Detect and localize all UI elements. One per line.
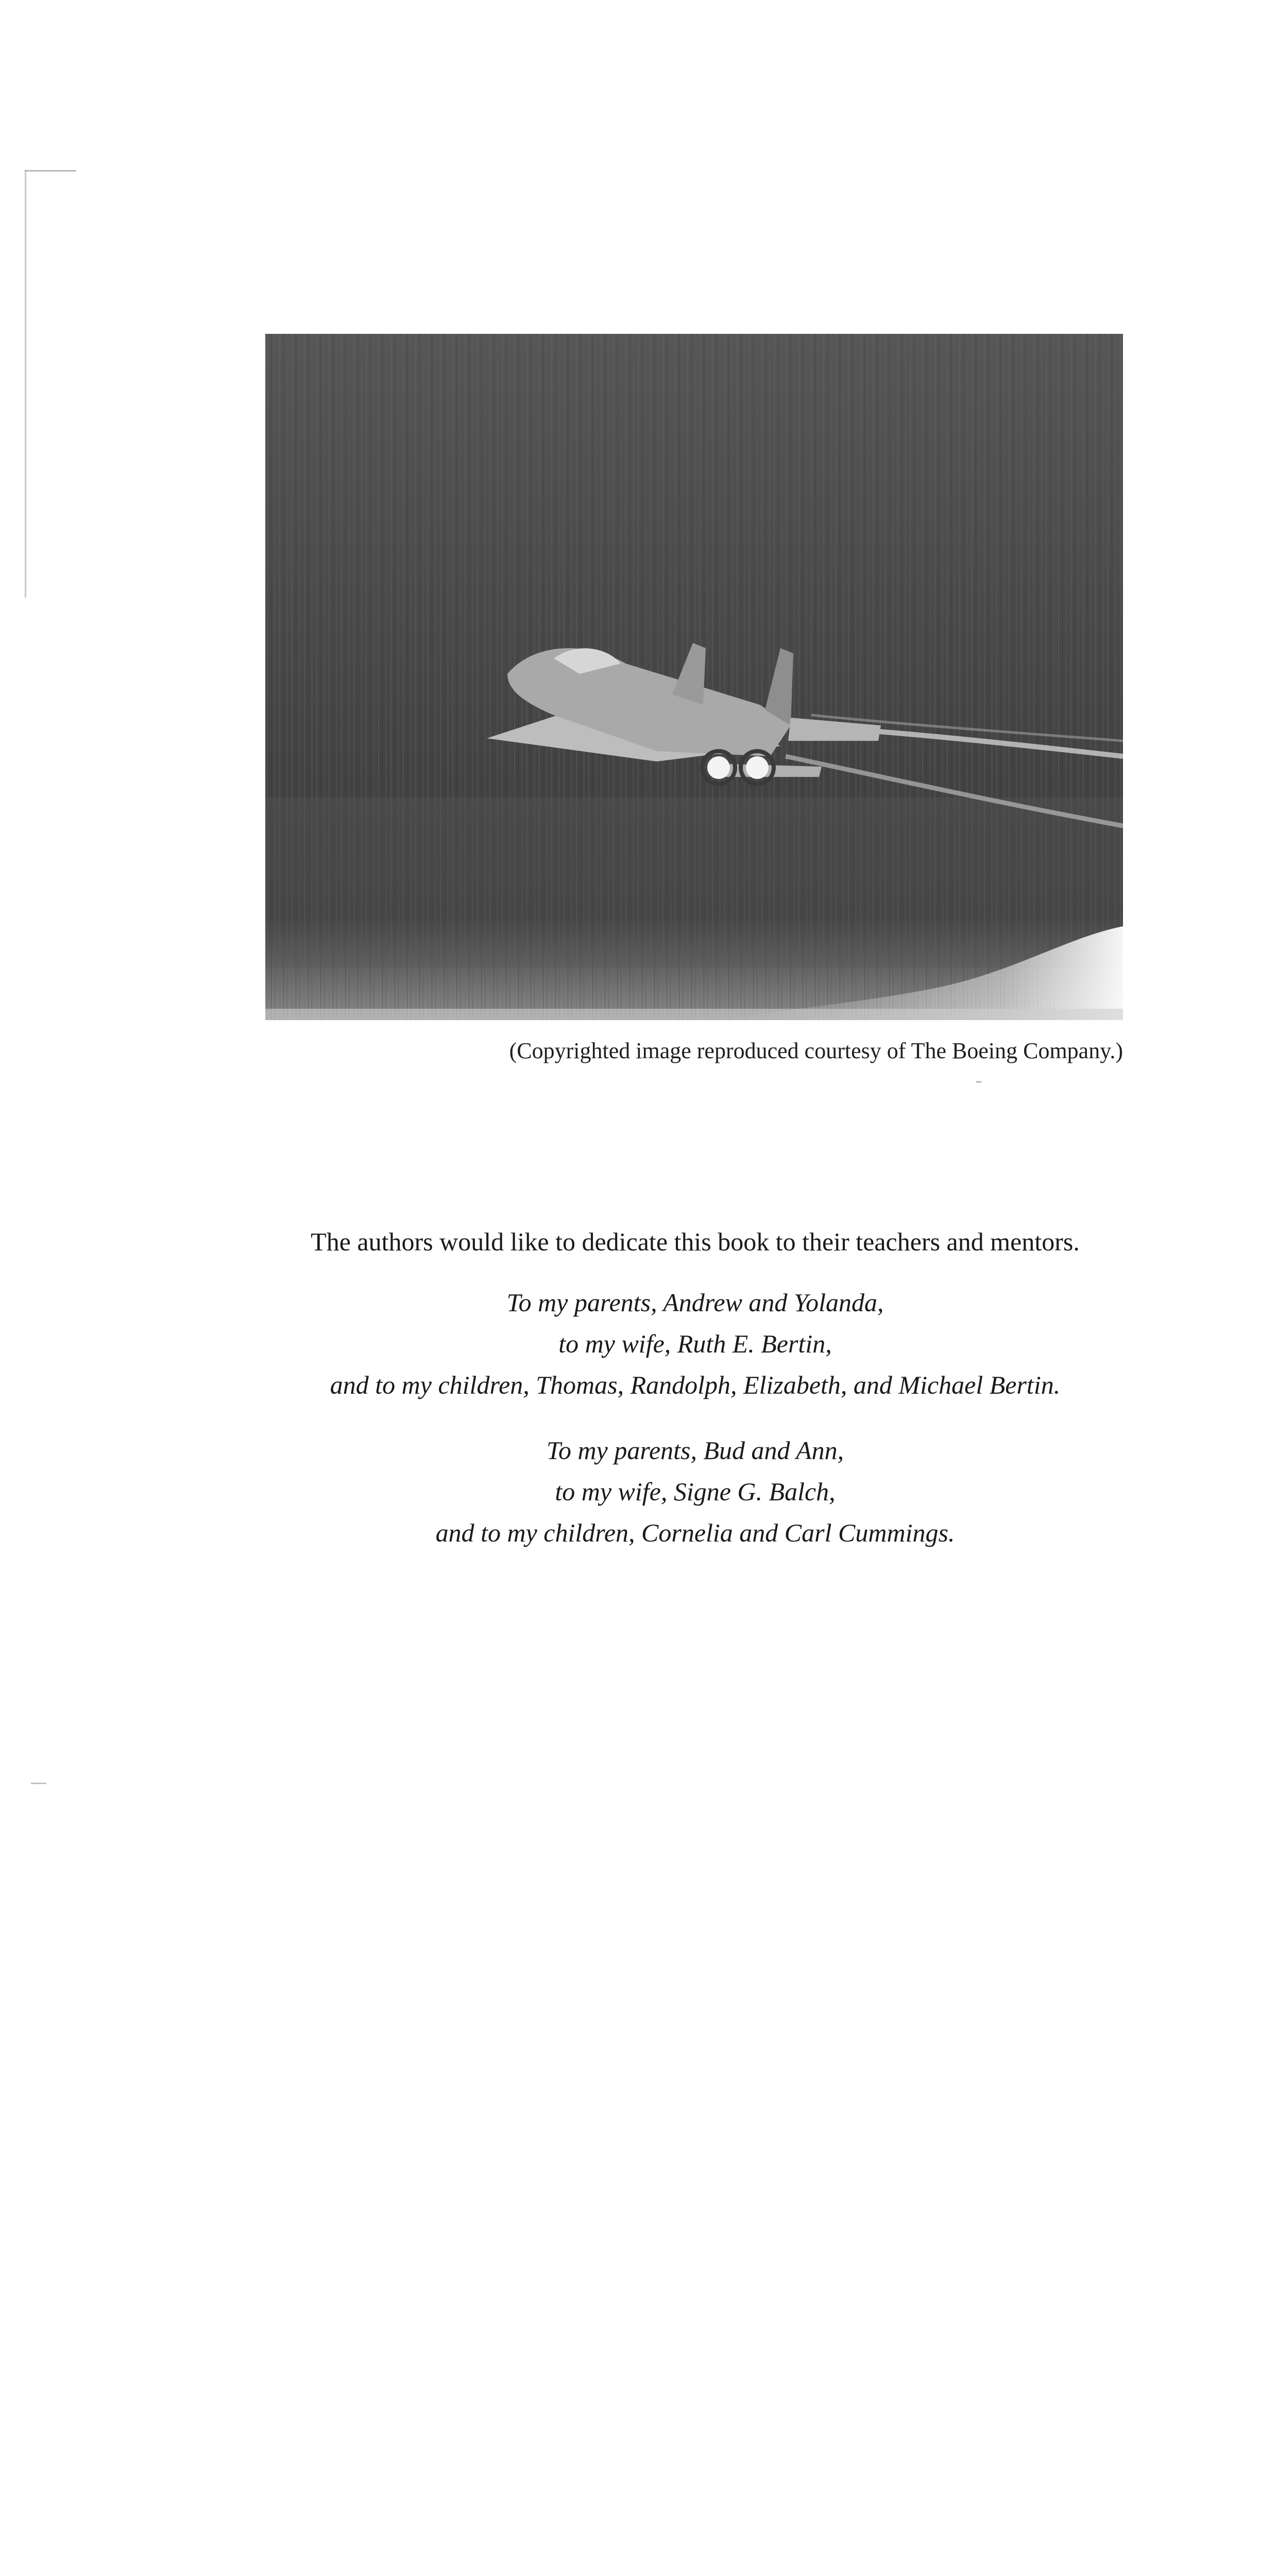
scan-speck	[976, 1081, 981, 1083]
dedication-line: and to my children, Cornelia and Carl Cummings.	[435, 1518, 955, 1547]
scan-speck	[31, 1783, 46, 1784]
dedication-lead: The authors would like to dedicate this book to their teachers and mentors.	[311, 1227, 1080, 1256]
dedication-block-1	[57, 1282, 1277, 1405]
dedication-line: To my parents, Andrew and Yolanda,	[506, 1288, 884, 1317]
dedication-block-2	[57, 1430, 1277, 1553]
frontispiece-photo	[265, 334, 1123, 1020]
dedication-line: and to my children, Thomas, Randolph, Elizabeth, and Michael Bertin.	[330, 1370, 1061, 1399]
dedication-line: to my wife, Signe G. Balch,	[555, 1477, 836, 1506]
dedication-line: to my wife, Ruth E. Bertin,	[558, 1329, 832, 1358]
photo-caption: (Copyrighted image reproduced courtesy of The Boeing Company.)	[509, 1038, 1123, 1063]
dedication-line: To my parents, Bud and Ann,	[546, 1436, 844, 1465]
scan-artifact-edge	[25, 170, 29, 598]
scan-artifact-corner	[25, 170, 76, 172]
